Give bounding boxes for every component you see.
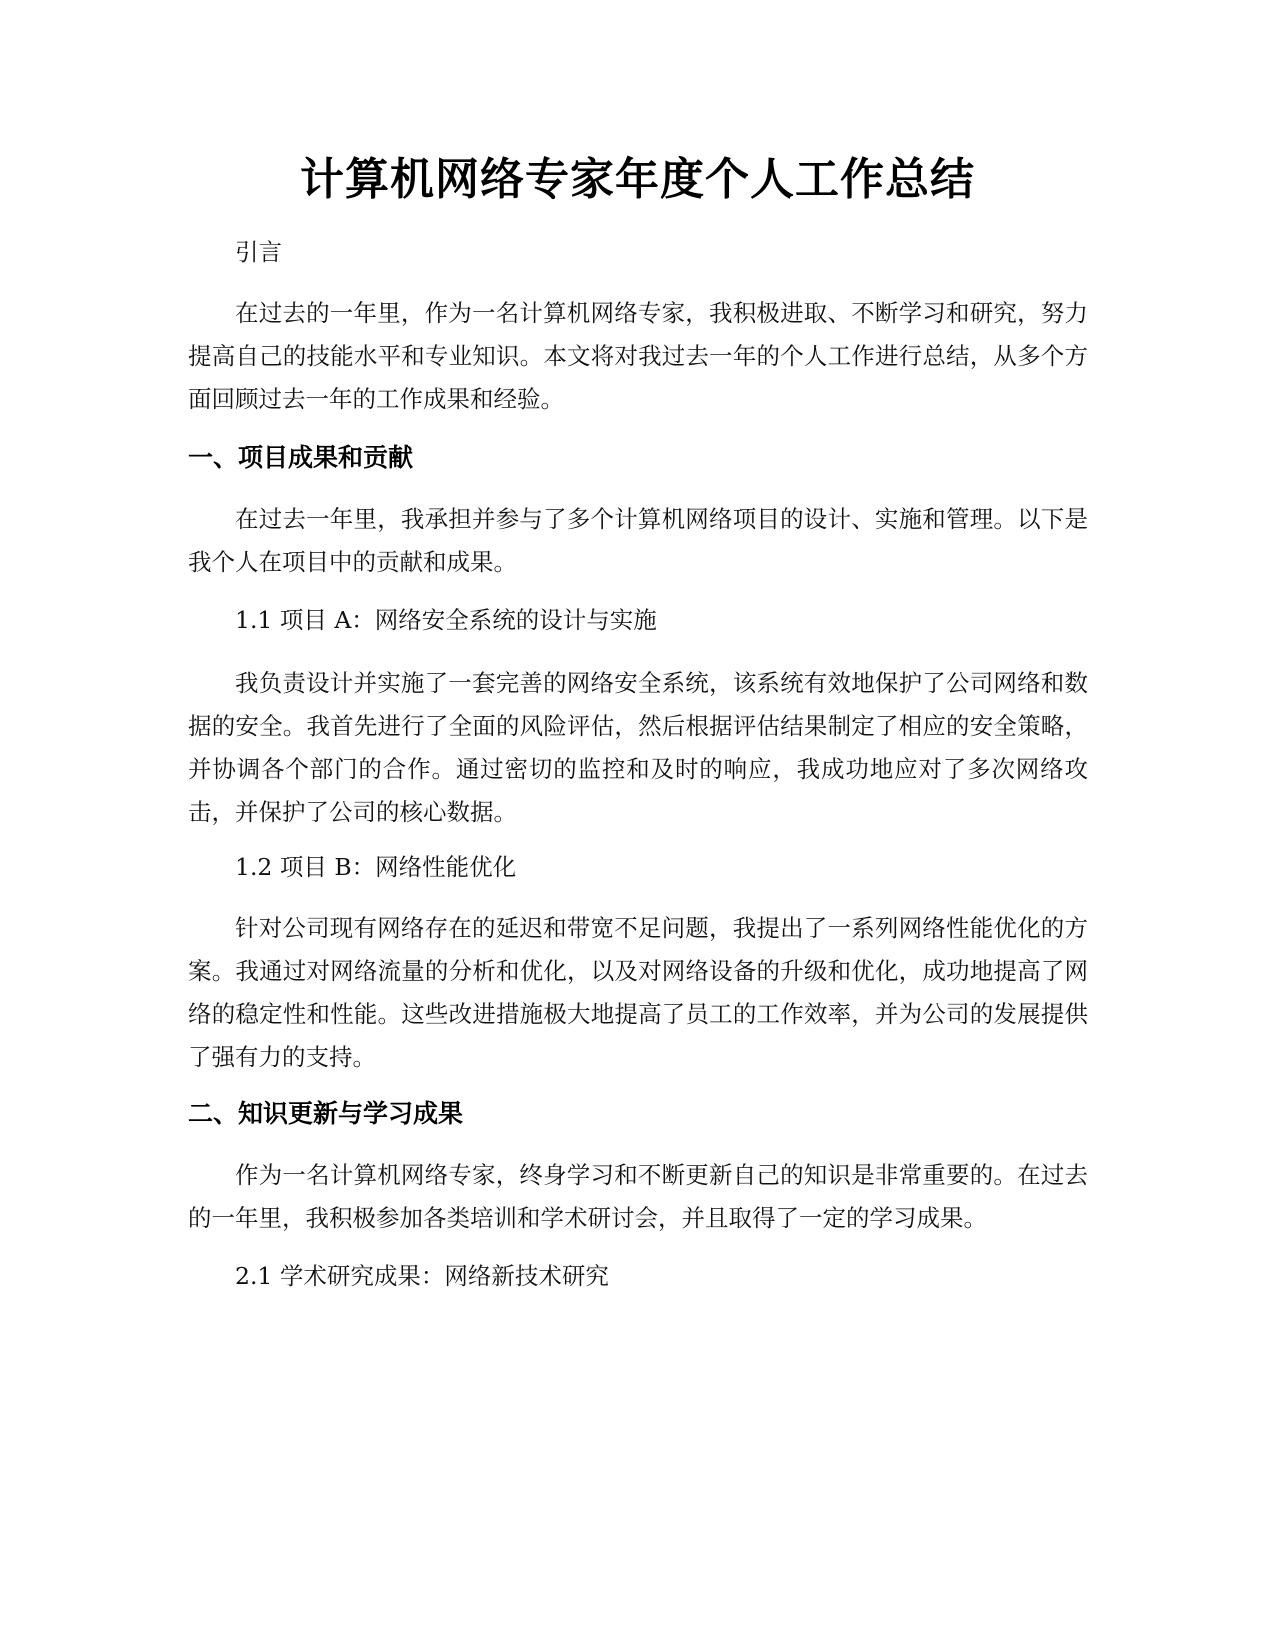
section-1-paragraph: 在过去一年里，我承担并参与了多个计算机网络项目的设计、实施和管理。以下是我个人在项目中的贡献和成果。 <box>188 505 1088 576</box>
section-1-heading: 一、项目成果和贡献 <box>188 443 414 472</box>
subsection-1-2-title: 1.2 项目 B：网络性能优化 <box>235 853 517 881</box>
subsection-1-1-title: 1.1 项目 A：网络安全系统的设计与实施 <box>235 606 657 634</box>
intro-label: 引言 <box>235 238 282 266</box>
subsection-1-1-paragraph: 我负责设计并实施了一套完善的网络安全系统，该系统有效地保护了公司网络和数据的安全。我首先进行了全面的风险评估，然后根据评估结果制定了相应的安全策略，并协调各个部门的合作。通过密切的监控和及时的响应，我成功地应对了多次网络攻击，并保护了公司的核心数据。 <box>188 669 1088 826</box>
subsection-2-1-title: 2.1 学术研究成果：网络新技术研究 <box>235 1262 609 1290</box>
section-2-heading: 二、知识更新与学习成果 <box>188 1099 464 1128</box>
intro-paragraph: 在过去的一年里，作为一名计算机网络专家，我积极进取、不断学习和研究，努力提高自己的技能水平和专业知识。本文将对我过去一年的个人工作进行总结，从多个方面回顾过去一年的工作成果和经验。 <box>188 299 1088 413</box>
section-2-paragraph: 作为一名计算机网络专家，终身学习和不断更新自己的知识是非常重要的。在过去的一年里，我积极参加各类培训和学术研讨会，并且取得了一定的学习成果。 <box>188 1161 1088 1232</box>
subsection-1-2-paragraph: 针对公司现有网络存在的延迟和带宽不足问题，我提出了一系列网络性能优化的方案。我通过对网络流量的分析和优化，以及对网络设备的升级和优化，成功地提高了网络的稳定性和性能。这些改进措施极大地提高了员工的工作效率，并为公司的发展提供了强有力的支持。 <box>188 914 1088 1071</box>
document-title: 计算机网络专家年度个人工作总结 <box>300 154 975 205</box>
